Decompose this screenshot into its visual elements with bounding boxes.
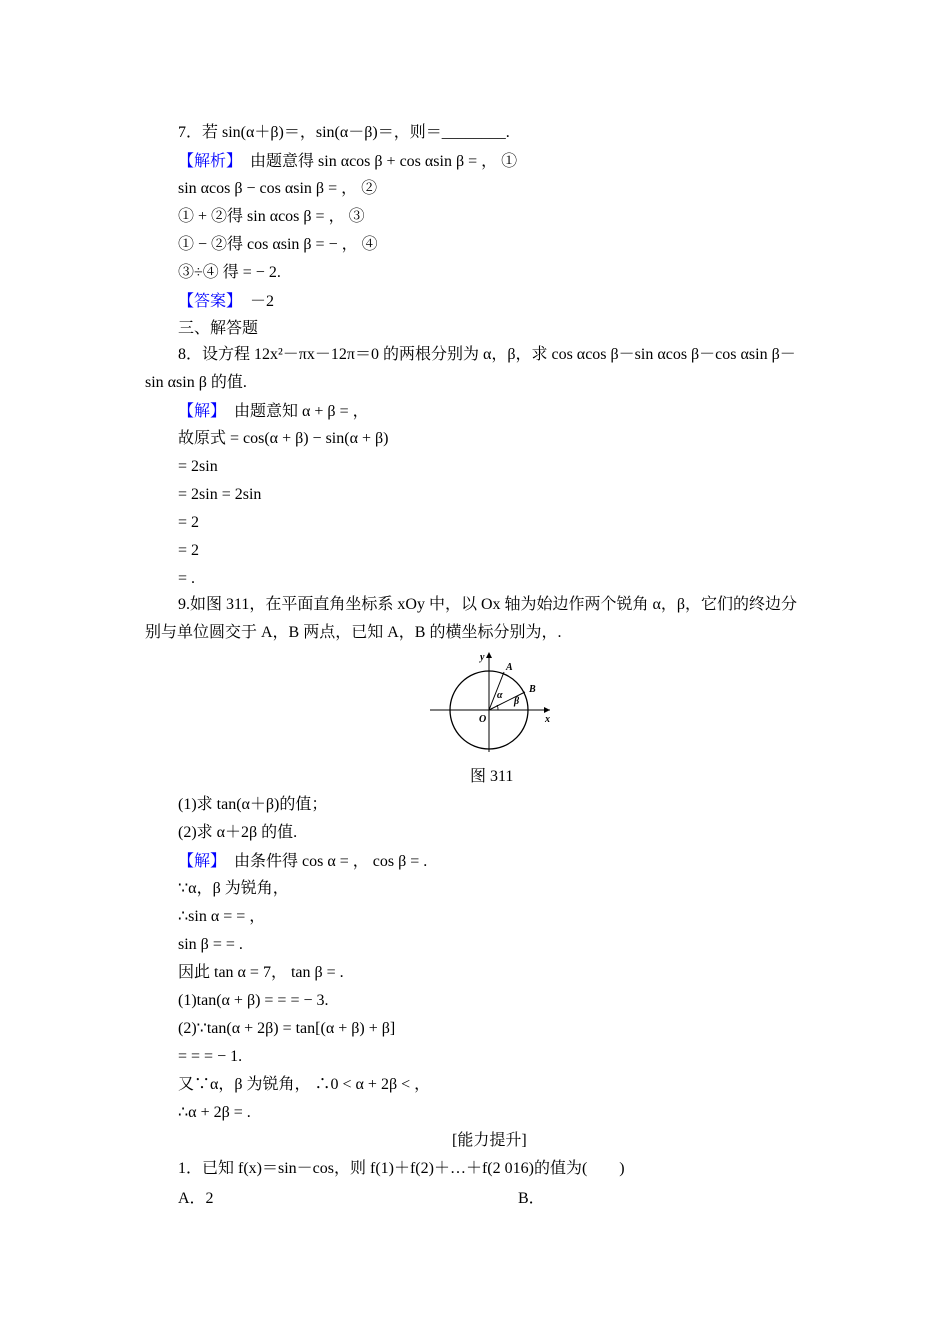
q9-step: = = = − 1.: [178, 1048, 243, 1065]
p1-option-a: A．2: [178, 1190, 214, 1207]
figure-caption: 图 311: [470, 768, 514, 785]
q7-step: ① + ②得 sin αcos β = ， ③: [178, 208, 365, 225]
q8-step: = 2sin = 2sin: [178, 486, 262, 503]
q8-step: = 2: [178, 514, 200, 531]
q9-step: ∴α + 2β = .: [178, 1104, 251, 1121]
q9-step: ∴sin α = = ，: [178, 908, 266, 925]
q9-solution: 【解】 由条件得 cos α = ， cos β = .: [178, 851, 428, 870]
x-axis-arrow: [544, 707, 550, 713]
ray-b: [489, 692, 525, 710]
q8-line: sin αsin β 的值.: [145, 374, 247, 391]
x-label: x: [545, 714, 550, 725]
q8-line: 8．设方程 12x²－πx－12π＝0 的两根分别为 α，β，求 cos αcos β－sin αcos β－cos αsin β－: [178, 346, 796, 363]
q8-solution: 【解】 由题意知 α + β = ，: [178, 401, 369, 420]
q7-step: ③÷④ 得 = − 2.: [178, 264, 281, 281]
section-heading: 三、解答题: [178, 320, 259, 337]
q9-line: 9.如图 311，在平面直角坐标系 xOy 中，以 Ox 轴为始边作两个锐角 α，β，它们的终边分: [178, 596, 798, 613]
q7-answer: 【答案】 －2: [178, 291, 275, 310]
solution-tag: 【解】: [178, 401, 219, 420]
q9-part2: (2)求 α＋2β 的值.: [178, 824, 298, 841]
q9-step: (2)∵tan(α + 2β) = tan[(α + β) + β]: [178, 1020, 396, 1037]
q8-step: = .: [178, 570, 196, 587]
q7-step: sin αcos β − cos αsin β = ， ②: [178, 180, 378, 197]
y-label: y: [480, 652, 485, 663]
q7-line: 7．若 sin(α＋β)＝，sin(α－β)＝，则＝________.: [178, 124, 510, 141]
q8-step: = 2: [178, 542, 200, 559]
section-heading-ability: [能力提升]: [452, 1132, 527, 1149]
q9-step: ∵α，β 为锐角，: [178, 880, 289, 897]
q7-step: ① − ②得 cos αsin β = − ， ④: [178, 236, 378, 253]
q9-part1: (1)求 tan(α＋β)的值；: [178, 796, 328, 813]
p1-question: 1．已知 f(x)＝sin－cos，则 f(1)＋f(2)＋…＋f(2 016)的值为( ): [178, 1160, 625, 1177]
p1-option-b: B．: [518, 1190, 545, 1207]
q8-step: = 2sin: [178, 458, 218, 475]
point-b-label: B: [529, 684, 536, 695]
origin-label: O: [479, 714, 487, 725]
analysis-tag: 【解析】: [178, 151, 235, 170]
point-a-label: A: [506, 662, 513, 673]
q9-step: 因此 tan α = 7， tan β = .: [178, 964, 344, 981]
solution-tag: 【解】: [178, 851, 219, 870]
y-axis-arrow: [486, 652, 492, 658]
beta-label: β: [514, 696, 520, 707]
q9-step: sin β = = .: [178, 936, 243, 953]
q9-line: 别与单位圆交于 A，B 两点，已知 A，B 的横坐标分别为，.: [145, 624, 562, 641]
q7-analysis: 【解析】 由题意得 sin αcos β + cos αsin β = ， ①: [178, 151, 518, 170]
unit-circle-figure: [428, 648, 558, 758]
q8-step: 故原式 = cos(α + β) − sin(α + β): [178, 430, 389, 447]
q9-step: 又∵α，β 为锐角， ∴0 < α + 2β < ，: [178, 1076, 431, 1093]
q9-step: (1)tan(α + β) = = = − 3.: [178, 992, 329, 1009]
answer-tag: 【答案】: [178, 291, 235, 310]
alpha-label: α: [497, 690, 503, 701]
